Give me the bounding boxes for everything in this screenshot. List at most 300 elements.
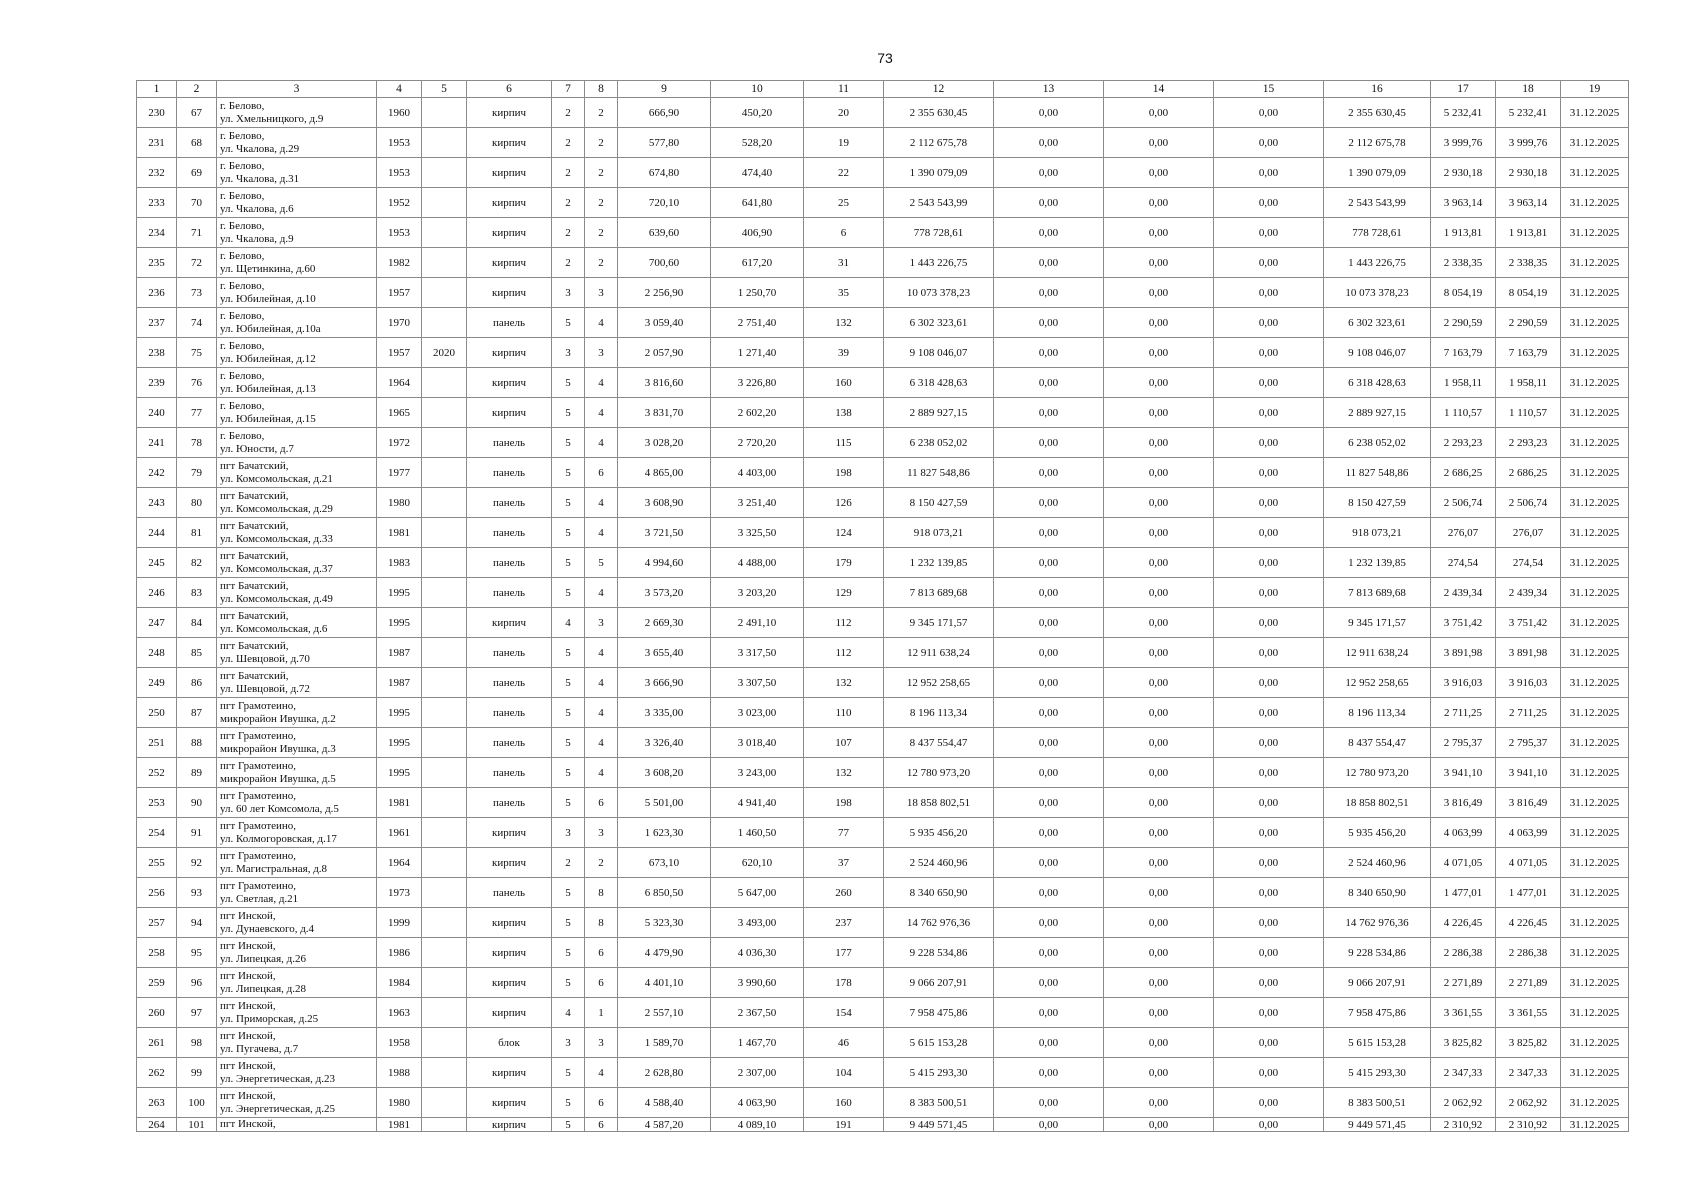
housing-register-table [136, 80, 1629, 1132]
total-area-cell: 3 721,50 [618, 518, 711, 548]
wall-material-cell: кирпич [467, 278, 552, 308]
item-number-cell: 83 [177, 578, 217, 608]
item-number-cell: 80 [177, 488, 217, 518]
entrances-cell: 8 [585, 908, 618, 938]
unit-cost-18-cell: 4 071,05 [1496, 848, 1561, 878]
cost-col-15-cell: 0,00 [1214, 248, 1324, 278]
year-renovated-cell [422, 788, 467, 818]
address-cell [217, 818, 377, 848]
table-row [137, 398, 1629, 428]
residential-area-cell: 4 089,10 [711, 1118, 804, 1132]
unit-cost-18-cell: 1 958,11 [1496, 368, 1561, 398]
year-renovated-cell [422, 188, 467, 218]
locality-line: г. Белово, [220, 249, 265, 262]
street-line: микрорайон Ивушка, д.2 [220, 712, 336, 725]
locality-line: пгт Бачатский, [220, 639, 289, 652]
year-renovated-cell [422, 1058, 467, 1088]
completion-date-cell: 31.12.2025 [1561, 98, 1629, 128]
year-renovated-cell [422, 758, 467, 788]
cost-col-16-cell: 8 196 113,34 [1324, 698, 1431, 728]
cost-col-15-cell: 0,00 [1214, 398, 1324, 428]
unit-cost-17-cell: 3 999,76 [1431, 128, 1496, 158]
completion-date-cell: 31.12.2025 [1561, 578, 1629, 608]
locality-line: пгт Грамотеино, [220, 699, 297, 712]
address-cell [217, 368, 377, 398]
table-row [137, 908, 1629, 938]
entrances-cell: 4 [585, 698, 618, 728]
entrances-cell: 6 [585, 1088, 618, 1118]
wall-material-cell: панель [467, 698, 552, 728]
unit-cost-18-cell: 3 941,10 [1496, 758, 1561, 788]
completion-date-cell: 31.12.2025 [1561, 1058, 1629, 1088]
unit-cost-18-cell: 8 054,19 [1496, 278, 1561, 308]
total-cost-cell: 6 318 428,63 [884, 368, 994, 398]
unit-cost-18-cell: 2 293,23 [1496, 428, 1561, 458]
wall-material-cell: кирпич [467, 1088, 552, 1118]
year-renovated-cell: 2020 [422, 338, 467, 368]
item-number-cell: 82 [177, 548, 217, 578]
total-area-cell: 673,10 [618, 848, 711, 878]
street-line: микрорайон Ивушка, д.5 [220, 772, 336, 785]
street-line: ул. Щетинкина, д.60 [220, 262, 316, 275]
cost-col-13-cell: 0,00 [994, 818, 1104, 848]
cost-col-15-cell: 0,00 [1214, 878, 1324, 908]
cost-col-16-cell: 2 355 630,45 [1324, 98, 1431, 128]
total-area-cell: 3 028,20 [618, 428, 711, 458]
item-number-cell: 75 [177, 338, 217, 368]
address-cell [217, 218, 377, 248]
table-header [137, 81, 1629, 98]
year-renovated-cell [422, 368, 467, 398]
cost-col-15-cell: 0,00 [1214, 938, 1324, 968]
table-row [137, 458, 1629, 488]
residents-count-cell: 178 [804, 968, 884, 998]
cost-col-16-cell: 1 390 079,09 [1324, 158, 1431, 188]
total-area-cell: 5 323,30 [618, 908, 711, 938]
year-renovated-cell [422, 218, 467, 248]
row-number-cell: 240 [137, 398, 177, 428]
row-number-cell: 246 [137, 578, 177, 608]
completion-date-cell: 31.12.2025 [1561, 938, 1629, 968]
cost-col-14-cell: 0,00 [1104, 158, 1214, 188]
year-built-cell: 1981 [377, 518, 422, 548]
residents-count-cell: 35 [804, 278, 884, 308]
cost-col-16-cell: 5 615 153,28 [1324, 1028, 1431, 1058]
total-cost-cell: 2 112 675,78 [884, 128, 994, 158]
cost-col-13-cell: 0,00 [994, 698, 1104, 728]
cost-col-16-cell: 10 073 378,23 [1324, 278, 1431, 308]
column-number-11: 11 [804, 81, 884, 98]
locality-line: пгт Бачатский, [220, 489, 289, 502]
cost-col-15-cell: 0,00 [1214, 668, 1324, 698]
floors-cell: 3 [552, 278, 585, 308]
cost-col-15-cell: 0,00 [1214, 1058, 1324, 1088]
cost-col-16-cell: 2 524 460,96 [1324, 848, 1431, 878]
year-renovated-cell [422, 968, 467, 998]
total-cost-cell: 2 889 927,15 [884, 398, 994, 428]
year-built-cell: 1973 [377, 878, 422, 908]
street-line: ул. Юбилейная, д.10 [220, 292, 316, 305]
floors-cell: 5 [552, 938, 585, 968]
table-row [137, 578, 1629, 608]
residents-count-cell: 112 [804, 638, 884, 668]
cost-col-14-cell: 0,00 [1104, 458, 1214, 488]
cost-col-16-cell: 9 449 571,45 [1324, 1118, 1431, 1132]
column-number-19: 19 [1561, 81, 1629, 98]
entrances-cell: 8 [585, 878, 618, 908]
total-cost-cell: 9 345 171,57 [884, 608, 994, 638]
floors-cell: 2 [552, 98, 585, 128]
street-line: ул. Магистральная, д.8 [220, 862, 328, 875]
street-line: ул. Энергетическая, д.25 [220, 1102, 336, 1115]
row-number-cell: 243 [137, 488, 177, 518]
street-line: ул. Комсомольская, д.29 [220, 502, 333, 515]
street-line: ул. Юбилейная, д.10а [220, 322, 321, 335]
year-renovated-cell [422, 908, 467, 938]
unit-cost-18-cell: 2 711,25 [1496, 698, 1561, 728]
cost-col-14-cell: 0,00 [1104, 128, 1214, 158]
cost-col-14-cell: 0,00 [1104, 578, 1214, 608]
unit-cost-18-cell: 2 338,35 [1496, 248, 1561, 278]
street-line: микрорайон Ивушка, д.3 [220, 742, 336, 755]
entrances-cell: 2 [585, 218, 618, 248]
cost-col-14-cell: 0,00 [1104, 698, 1214, 728]
floors-cell: 5 [552, 758, 585, 788]
wall-material-cell: панель [467, 548, 552, 578]
year-built-cell: 1988 [377, 1058, 422, 1088]
completion-date-cell: 31.12.2025 [1561, 848, 1629, 878]
completion-date-cell: 31.12.2025 [1561, 1028, 1629, 1058]
unit-cost-17-cell: 4 063,99 [1431, 818, 1496, 848]
cost-col-16-cell: 5 415 293,30 [1324, 1058, 1431, 1088]
item-number-cell: 98 [177, 1028, 217, 1058]
floors-cell: 5 [552, 518, 585, 548]
cost-col-16-cell: 18 858 802,51 [1324, 788, 1431, 818]
cost-col-13-cell: 0,00 [994, 128, 1104, 158]
total-area-cell: 3 816,60 [618, 368, 711, 398]
street-line: ул. Хмельницкого, д.9 [220, 112, 324, 125]
locality-line: г. Белово, [220, 129, 265, 142]
address-cell [217, 488, 377, 518]
cost-col-14-cell: 0,00 [1104, 938, 1214, 968]
cost-col-13-cell: 0,00 [994, 428, 1104, 458]
completion-date-cell: 31.12.2025 [1561, 128, 1629, 158]
item-number-cell: 81 [177, 518, 217, 548]
cost-col-14-cell: 0,00 [1104, 1058, 1214, 1088]
row-number-cell: 236 [137, 278, 177, 308]
item-number-cell: 68 [177, 128, 217, 158]
row-number-cell: 237 [137, 308, 177, 338]
unit-cost-17-cell: 2 271,89 [1431, 968, 1496, 998]
total-area-cell: 3 326,40 [618, 728, 711, 758]
table-row [137, 1118, 1629, 1132]
cost-col-15-cell: 0,00 [1214, 638, 1324, 668]
residents-count-cell: 179 [804, 548, 884, 578]
residents-count-cell: 77 [804, 818, 884, 848]
total-cost-cell: 8 340 650,90 [884, 878, 994, 908]
cost-col-15-cell: 0,00 [1214, 998, 1324, 1028]
row-number-cell: 242 [137, 458, 177, 488]
year-built-cell: 1958 [377, 1028, 422, 1058]
unit-cost-17-cell: 3 816,49 [1431, 788, 1496, 818]
year-built-cell: 1983 [377, 548, 422, 578]
address-cell [217, 1058, 377, 1088]
total-area-cell: 2 256,90 [618, 278, 711, 308]
cost-col-16-cell: 9 066 207,91 [1324, 968, 1431, 998]
unit-cost-17-cell: 5 232,41 [1431, 98, 1496, 128]
locality-line: пгт Инской, [220, 939, 276, 952]
table-row [137, 218, 1629, 248]
unit-cost-18-cell: 4 063,99 [1496, 818, 1561, 848]
residents-count-cell: 124 [804, 518, 884, 548]
item-number-cell: 78 [177, 428, 217, 458]
residential-area-cell: 620,10 [711, 848, 804, 878]
unit-cost-18-cell: 3 816,49 [1496, 788, 1561, 818]
residential-area-cell: 474,40 [711, 158, 804, 188]
year-renovated-cell [422, 398, 467, 428]
wall-material-cell: кирпич [467, 608, 552, 638]
cost-col-14-cell: 0,00 [1104, 398, 1214, 428]
cost-col-16-cell: 7 813 689,68 [1324, 578, 1431, 608]
year-built-cell: 1963 [377, 998, 422, 1028]
residents-count-cell: 20 [804, 98, 884, 128]
cost-col-15-cell: 0,00 [1214, 968, 1324, 998]
cost-col-14-cell: 0,00 [1104, 668, 1214, 698]
cost-col-15-cell: 0,00 [1214, 548, 1324, 578]
total-cost-cell: 9 228 534,86 [884, 938, 994, 968]
year-built-cell: 1980 [377, 1088, 422, 1118]
locality-line: пгт Грамотеино, [220, 849, 297, 862]
year-renovated-cell [422, 548, 467, 578]
entrances-cell: 3 [585, 608, 618, 638]
residents-count-cell: 39 [804, 338, 884, 368]
column-number-14: 14 [1104, 81, 1214, 98]
cost-col-15-cell: 0,00 [1214, 848, 1324, 878]
residents-count-cell: 22 [804, 158, 884, 188]
entrances-cell: 6 [585, 458, 618, 488]
address-cell [217, 128, 377, 158]
column-number-7: 7 [552, 81, 585, 98]
total-area-cell: 3 831,70 [618, 398, 711, 428]
cost-col-16-cell: 1 232 139,85 [1324, 548, 1431, 578]
cost-col-13-cell: 0,00 [994, 1088, 1104, 1118]
floors-cell: 2 [552, 158, 585, 188]
locality-line: г. Белово, [220, 309, 265, 322]
table-row [137, 188, 1629, 218]
residents-count-cell: 191 [804, 1118, 884, 1132]
row-number-cell: 260 [137, 998, 177, 1028]
unit-cost-18-cell: 2 795,37 [1496, 728, 1561, 758]
unit-cost-18-cell: 274,54 [1496, 548, 1561, 578]
cost-col-14-cell: 0,00 [1104, 548, 1214, 578]
cost-col-13-cell: 0,00 [994, 548, 1104, 578]
total-area-cell: 3 335,00 [618, 698, 711, 728]
wall-material-cell: панель [467, 458, 552, 488]
year-renovated-cell [422, 1118, 467, 1132]
total-area-cell: 700,60 [618, 248, 711, 278]
residential-area-cell: 617,20 [711, 248, 804, 278]
unit-cost-18-cell: 3 825,82 [1496, 1028, 1561, 1058]
unit-cost-17-cell: 7 163,79 [1431, 338, 1496, 368]
total-cost-cell: 2 543 543,99 [884, 188, 994, 218]
residential-area-cell: 3 251,40 [711, 488, 804, 518]
wall-material-cell: кирпич [467, 248, 552, 278]
street-line: ул. Комсомольская, д.21 [220, 472, 333, 485]
residential-area-cell: 528,20 [711, 128, 804, 158]
cost-col-15-cell: 0,00 [1214, 458, 1324, 488]
completion-date-cell: 31.12.2025 [1561, 248, 1629, 278]
cost-col-13-cell: 0,00 [994, 218, 1104, 248]
total-cost-cell: 1 232 139,85 [884, 548, 994, 578]
unit-cost-17-cell: 3 751,42 [1431, 608, 1496, 638]
total-cost-cell: 8 437 554,47 [884, 728, 994, 758]
year-built-cell: 1970 [377, 308, 422, 338]
completion-date-cell: 31.12.2025 [1561, 548, 1629, 578]
cost-col-16-cell: 11 827 548,86 [1324, 458, 1431, 488]
total-cost-cell: 6 302 323,61 [884, 308, 994, 338]
residents-count-cell: 160 [804, 368, 884, 398]
cost-col-14-cell: 0,00 [1104, 908, 1214, 938]
total-cost-cell: 18 858 802,51 [884, 788, 994, 818]
residential-area-cell: 3 023,00 [711, 698, 804, 728]
cost-col-15-cell: 0,00 [1214, 1118, 1324, 1132]
item-number-cell: 72 [177, 248, 217, 278]
street-line: ул. Шевцовой, д.70 [220, 652, 310, 665]
address-cell [217, 698, 377, 728]
cost-col-13-cell: 0,00 [994, 188, 1104, 218]
unit-cost-17-cell: 2 795,37 [1431, 728, 1496, 758]
year-renovated-cell [422, 158, 467, 188]
total-cost-cell: 5 935 456,20 [884, 818, 994, 848]
cost-col-14-cell: 0,00 [1104, 278, 1214, 308]
residential-area-cell: 641,80 [711, 188, 804, 218]
cost-col-13-cell: 0,00 [994, 338, 1104, 368]
cost-col-13-cell: 0,00 [994, 608, 1104, 638]
year-renovated-cell [422, 668, 467, 698]
residential-area-cell: 2 751,40 [711, 308, 804, 338]
entrances-cell: 2 [585, 98, 618, 128]
total-area-cell: 666,90 [618, 98, 711, 128]
unit-cost-18-cell: 3 751,42 [1496, 608, 1561, 638]
residential-area-cell: 2 307,00 [711, 1058, 804, 1088]
entrances-cell: 3 [585, 1028, 618, 1058]
unit-cost-17-cell: 3 891,98 [1431, 638, 1496, 668]
floors-cell: 5 [552, 1118, 585, 1132]
year-renovated-cell [422, 728, 467, 758]
unit-cost-17-cell: 2 506,74 [1431, 488, 1496, 518]
wall-material-cell: панель [467, 728, 552, 758]
row-number-cell: 254 [137, 818, 177, 848]
locality-line: пгт Инской, [220, 1089, 276, 1102]
cost-col-16-cell: 778 728,61 [1324, 218, 1431, 248]
item-number-cell: 69 [177, 158, 217, 188]
cost-col-15-cell: 0,00 [1214, 758, 1324, 788]
cost-col-14-cell: 0,00 [1104, 308, 1214, 338]
total-area-cell: 3 608,90 [618, 488, 711, 518]
cost-col-13-cell: 0,00 [994, 308, 1104, 338]
address-cell [217, 878, 377, 908]
cost-col-13-cell: 0,00 [994, 788, 1104, 818]
total-cost-cell: 5 615 153,28 [884, 1028, 994, 1058]
floors-cell: 5 [552, 1058, 585, 1088]
cost-col-14-cell: 0,00 [1104, 758, 1214, 788]
completion-date-cell: 31.12.2025 [1561, 518, 1629, 548]
floors-cell: 5 [552, 788, 585, 818]
wall-material-cell: кирпич [467, 338, 552, 368]
completion-date-cell: 31.12.2025 [1561, 968, 1629, 998]
year-built-cell: 1953 [377, 218, 422, 248]
cost-col-14-cell: 0,00 [1104, 848, 1214, 878]
unit-cost-17-cell: 1 477,01 [1431, 878, 1496, 908]
year-built-cell: 1995 [377, 698, 422, 728]
cost-col-15-cell: 0,00 [1214, 788, 1324, 818]
year-built-cell: 1982 [377, 248, 422, 278]
year-renovated-cell [422, 848, 467, 878]
item-number-cell: 95 [177, 938, 217, 968]
column-number-16: 16 [1324, 81, 1431, 98]
residents-count-cell: 198 [804, 788, 884, 818]
cost-col-13-cell: 0,00 [994, 878, 1104, 908]
page-number: 73 [877, 50, 893, 66]
unit-cost-17-cell: 3 916,03 [1431, 668, 1496, 698]
cost-col-13-cell: 0,00 [994, 368, 1104, 398]
street-line: ул. Липецкая, д.26 [220, 952, 306, 965]
completion-date-cell: 31.12.2025 [1561, 698, 1629, 728]
residential-area-cell: 5 647,00 [711, 878, 804, 908]
unit-cost-18-cell: 2 347,33 [1496, 1058, 1561, 1088]
cost-col-15-cell: 0,00 [1214, 1088, 1324, 1118]
year-renovated-cell [422, 518, 467, 548]
cost-col-15-cell: 0,00 [1214, 578, 1324, 608]
floors-cell: 5 [552, 458, 585, 488]
unit-cost-18-cell: 1 913,81 [1496, 218, 1561, 248]
year-renovated-cell [422, 578, 467, 608]
item-number-cell: 89 [177, 758, 217, 788]
row-number-cell: 253 [137, 788, 177, 818]
unit-cost-18-cell: 3 963,14 [1496, 188, 1561, 218]
year-built-cell: 1953 [377, 128, 422, 158]
floors-cell: 5 [552, 398, 585, 428]
unit-cost-17-cell: 2 286,38 [1431, 938, 1496, 968]
wall-material-cell: кирпич [467, 818, 552, 848]
table-row [137, 1058, 1629, 1088]
unit-cost-18-cell: 276,07 [1496, 518, 1561, 548]
locality-line: пгт Инской, [220, 1029, 276, 1042]
item-number-cell: 93 [177, 878, 217, 908]
wall-material-cell: панель [467, 428, 552, 458]
cost-col-16-cell: 5 935 456,20 [1324, 818, 1431, 848]
total-area-cell: 4 588,40 [618, 1088, 711, 1118]
floors-cell: 3 [552, 338, 585, 368]
entrances-cell: 2 [585, 128, 618, 158]
item-number-cell: 96 [177, 968, 217, 998]
row-number-cell: 239 [137, 368, 177, 398]
unit-cost-17-cell: 2 338,35 [1431, 248, 1496, 278]
residential-area-cell: 2 602,20 [711, 398, 804, 428]
table-row [137, 968, 1629, 998]
unit-cost-18-cell: 4 226,45 [1496, 908, 1561, 938]
unit-cost-17-cell: 1 958,11 [1431, 368, 1496, 398]
item-number-cell: 92 [177, 848, 217, 878]
address-cell [217, 668, 377, 698]
residents-count-cell: 260 [804, 878, 884, 908]
residential-area-cell: 2 367,50 [711, 998, 804, 1028]
cost-col-14-cell: 0,00 [1104, 248, 1214, 278]
cost-col-15-cell: 0,00 [1214, 128, 1324, 158]
year-renovated-cell [422, 458, 467, 488]
cost-col-13-cell: 0,00 [994, 278, 1104, 308]
wall-material-cell: панель [467, 668, 552, 698]
